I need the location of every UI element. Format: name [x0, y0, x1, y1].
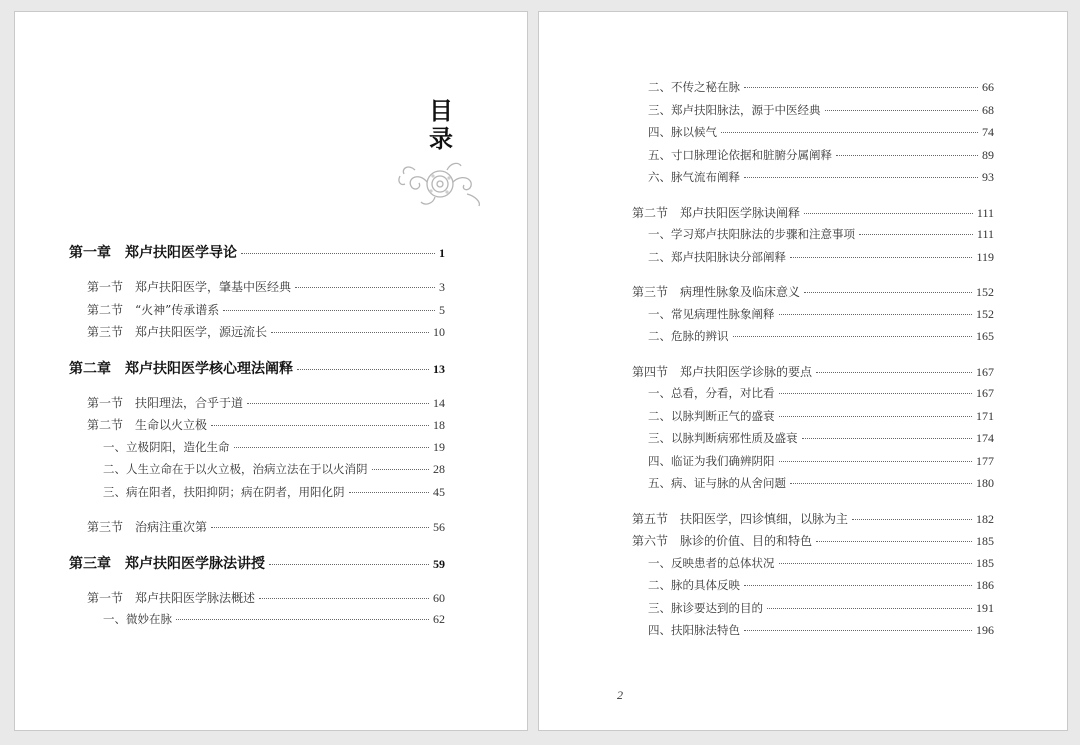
- toc-section[interactable]: [69, 301, 445, 324]
- leader-dots: [247, 403, 429, 404]
- toc-entry-title: 三、脉诊要达到的目的: [648, 600, 763, 615]
- toc-entry-page: 111: [976, 205, 994, 220]
- toc-entry-title: 第二节 生命以火立极: [87, 418, 208, 432]
- toc-entry-page: 191: [976, 600, 994, 615]
- toc-item[interactable]: [69, 484, 445, 507]
- toc-entry-title: 第二章 郑卢扶阳医学核心理法阐释: [69, 360, 293, 377]
- toc-entry-page: 185: [976, 534, 994, 548]
- toc-item[interactable]: [632, 124, 994, 147]
- leader-dots: [241, 253, 435, 254]
- toc-entry-title: 第一节 扶阳理法，合乎于道: [87, 395, 244, 410]
- cloud-ornament-icon: [395, 152, 485, 212]
- toc-item[interactable]: [632, 577, 994, 600]
- leader-dots: [816, 372, 972, 373]
- toc-section[interactable]: [632, 363, 994, 386]
- leader-dots: [790, 257, 972, 258]
- toc-entry-title: 二、脉的具体反映: [648, 578, 740, 592]
- toc-spacer: [632, 498, 994, 510]
- toc-entry-title: 三、郑卢扶阳脉法，源于中医经典: [648, 102, 821, 117]
- leader-dots: [721, 132, 978, 133]
- toc-entry-title: 第三节 郑卢扶阳医学，源远流长: [87, 325, 268, 339]
- toc-entry-page: 111: [976, 227, 994, 241]
- toc-chapter[interactable]: [69, 358, 445, 382]
- toc-section[interactable]: [69, 323, 445, 346]
- toc-entry-page: 18: [433, 418, 445, 432]
- toc-right: [632, 79, 994, 645]
- toc-item[interactable]: [632, 555, 994, 578]
- toc-section[interactable]: [69, 278, 445, 301]
- toc-spacer: [69, 506, 445, 518]
- toc-section[interactable]: [69, 416, 445, 439]
- toc-entry-page: 62: [433, 612, 445, 626]
- toc-entry-page: 14: [433, 395, 445, 410]
- toc-entry-title: 二、不传之秘在脉: [648, 80, 740, 94]
- toc-item[interactable]: [632, 385, 994, 408]
- toc-entry-page: 196: [976, 623, 994, 637]
- toc-item[interactable]: [632, 169, 994, 192]
- toc-spacer: [69, 346, 445, 358]
- toc-item[interactable]: [69, 461, 445, 484]
- leader-dots: [211, 527, 429, 528]
- toc-item[interactable]: [632, 147, 994, 170]
- toc-entry-title: 第一节 郑卢扶阳医学脉法概述: [87, 590, 256, 605]
- toc-entry-page: 28: [433, 462, 445, 476]
- toc-entry-title: 二、人生立命在于以火立极，治病立法在于以火消阴: [103, 462, 368, 476]
- leader-dots: [223, 310, 435, 311]
- toc-entry-title: 第三章 郑卢扶阳医学脉法讲授: [69, 555, 265, 572]
- page-number: 2: [617, 688, 623, 702]
- toc-item[interactable]: [632, 430, 994, 453]
- toc-entry-page: 171: [976, 408, 994, 423]
- leader-dots: [744, 87, 978, 88]
- toc-item[interactable]: [632, 408, 994, 431]
- toc-item[interactable]: [69, 439, 445, 462]
- toc-item[interactable]: [632, 249, 994, 272]
- leader-dots: [372, 469, 430, 470]
- toc-entry-title: 一、反映患者的总体状况: [648, 555, 775, 570]
- leader-dots: [790, 483, 972, 484]
- toc-entry-page: 93: [982, 170, 994, 184]
- toc-entry-page: 167: [976, 386, 994, 400]
- leader-dots: [779, 416, 973, 417]
- leader-dots: [779, 314, 973, 315]
- toc-entry-title: 四、脉以候气: [648, 125, 717, 139]
- toc-item[interactable]: [632, 79, 994, 102]
- toc-section[interactable]: [69, 589, 445, 612]
- leader-dots: [779, 563, 973, 564]
- leader-dots: [836, 155, 978, 156]
- leader-dots: [802, 438, 973, 439]
- toc-entry-title: 四、临证为我们确辨阴阳: [648, 453, 775, 468]
- leader-dots: [176, 619, 429, 620]
- toc-entry-page: 10: [433, 325, 445, 339]
- leader-dots: [744, 177, 978, 178]
- toc-entry-page: 152: [976, 306, 994, 321]
- toc-entry-title: 一、微妙在脉: [103, 612, 172, 626]
- leader-dots: [259, 598, 429, 599]
- page-title: 目录: [429, 96, 453, 153]
- leader-dots: [825, 110, 979, 111]
- leader-dots: [744, 585, 972, 586]
- toc-entry-title: 五、病、证与脉的从舍问题: [648, 476, 786, 490]
- toc-entry-page: 177: [976, 453, 994, 468]
- toc-entry-title: 二、郑卢扶阳脉诀分部阐释: [648, 249, 786, 264]
- leader-dots: [779, 393, 973, 394]
- toc-entry-page: 182: [976, 511, 994, 526]
- toc-entry-page: 152: [976, 285, 994, 299]
- toc-entry-page: 13: [433, 361, 445, 376]
- toc-spacer: [632, 192, 994, 204]
- toc-section[interactable]: [632, 532, 994, 555]
- toc-item[interactable]: [632, 475, 994, 498]
- toc-entry-page: 74: [982, 125, 994, 139]
- toc-entry-title: 一、常见病理性脉象阐释: [648, 306, 775, 321]
- leader-dots: [297, 369, 429, 370]
- toc-spacer: [69, 577, 445, 589]
- toc-item[interactable]: [632, 102, 994, 125]
- toc-entry-title: 五、寸口脉理论依据和脏腑分属阐释: [648, 147, 832, 162]
- toc-entry-title: 第五节 扶阳医学，四诊慎细，以脉为主: [632, 511, 849, 526]
- toc-entry-page: 3: [439, 280, 445, 294]
- toc-entry-page: 180: [976, 476, 994, 490]
- right-page: [538, 11, 1068, 731]
- leader-dots: [349, 492, 430, 493]
- toc-spacer: [632, 271, 994, 283]
- toc-entry-page: 174: [976, 431, 994, 445]
- toc-entry-page: 66: [982, 80, 994, 94]
- left-page: [14, 11, 528, 731]
- toc-section[interactable]: [632, 283, 994, 306]
- leader-dots: [816, 541, 972, 542]
- toc-entry-page: 119: [976, 249, 994, 264]
- toc-entry-title: 第六节 脉诊的价值、目的和特色: [632, 534, 813, 548]
- toc-item[interactable]: [632, 622, 994, 645]
- toc-entry-page: 60: [433, 590, 445, 605]
- toc-spacer: [69, 382, 445, 394]
- toc-entry-title: 三、以脉判断病邪性质及盛衰: [648, 431, 798, 445]
- leader-dots: [234, 447, 430, 448]
- toc-entry-page: 89: [982, 147, 994, 162]
- toc-entry-title: 一、总看，分看，对比看: [648, 386, 775, 400]
- toc-entry-page: 45: [433, 484, 445, 499]
- toc-entry-page: 19: [433, 439, 445, 454]
- toc-entry-page: 5: [439, 302, 445, 317]
- toc-entry-title: 第三节 治病注重次第: [87, 520, 208, 534]
- toc-section[interactable]: [69, 394, 445, 417]
- toc-item[interactable]: [69, 611, 445, 634]
- toc-entry-page: 165: [976, 329, 994, 343]
- toc-chapter[interactable]: [69, 553, 445, 577]
- leader-dots: [269, 564, 429, 565]
- toc-entry-page: 56: [433, 520, 445, 534]
- toc-entry-title: 二、危脉的辨识: [648, 329, 729, 343]
- leader-dots: [211, 425, 429, 426]
- toc-section[interactable]: [632, 510, 994, 533]
- toc-entry-title: 第三节 病理性脉象及临床意义: [632, 285, 801, 299]
- toc-item[interactable]: [632, 226, 994, 249]
- toc-entry-page: 68: [982, 102, 994, 117]
- toc-section[interactable]: [69, 518, 445, 541]
- toc-spacer: [69, 266, 445, 278]
- toc-entry-title: 四、扶阳脉法特色: [648, 623, 740, 637]
- toc-entry-title: 二、以脉判断正气的盛衰: [648, 408, 775, 423]
- toc-section[interactable]: [632, 204, 994, 227]
- toc-item[interactable]: [632, 306, 994, 329]
- toc-item[interactable]: [632, 328, 994, 351]
- toc-entry-title: 第一章 郑卢扶阳医学导论: [69, 245, 237, 261]
- toc-spacer: [69, 541, 445, 553]
- leader-dots: [744, 630, 972, 631]
- toc-entry-title: 第二节 “火神”传承谱系: [87, 302, 220, 317]
- toc-entry-page: 167: [976, 364, 994, 379]
- leader-dots: [859, 234, 973, 235]
- toc-entry-title: 一、立极阴阳，造化生命: [103, 439, 230, 454]
- leader-dots: [295, 287, 435, 288]
- toc-entry-title: 第四节 郑卢扶阳医学诊脉的要点: [632, 364, 813, 379]
- toc-chapter[interactable]: [69, 242, 445, 266]
- toc-left: [69, 242, 445, 634]
- leader-dots: [804, 213, 973, 214]
- leader-dots: [767, 608, 972, 609]
- toc-spacer: [632, 351, 994, 363]
- leader-dots: [733, 336, 973, 337]
- toc-entry-page: 59: [433, 556, 445, 571]
- leader-dots: [804, 292, 972, 293]
- toc-entry-title: 第二节 郑卢扶阳医学脉诀阐释: [632, 205, 801, 220]
- toc-entry-page: 1: [439, 246, 445, 260]
- toc-entry-title: 三、病在阳者，扶阳抑阴；病在阴者，用阳化阴: [103, 484, 345, 499]
- toc-entry-title: 六、脉气流布阐释: [648, 170, 740, 184]
- toc-entry-title: 第一节 郑卢扶阳医学，肇基中医经典: [87, 280, 292, 294]
- toc-entry-page: 185: [976, 555, 994, 570]
- leader-dots: [271, 332, 429, 333]
- leader-dots: [852, 519, 972, 520]
- leader-dots: [779, 461, 973, 462]
- toc-entry-title: 一、学习郑卢扶阳脉法的步骤和注意事项: [648, 227, 855, 241]
- toc-item[interactable]: [632, 600, 994, 623]
- toc-item[interactable]: [632, 453, 994, 476]
- toc-entry-page: 186: [976, 578, 994, 592]
